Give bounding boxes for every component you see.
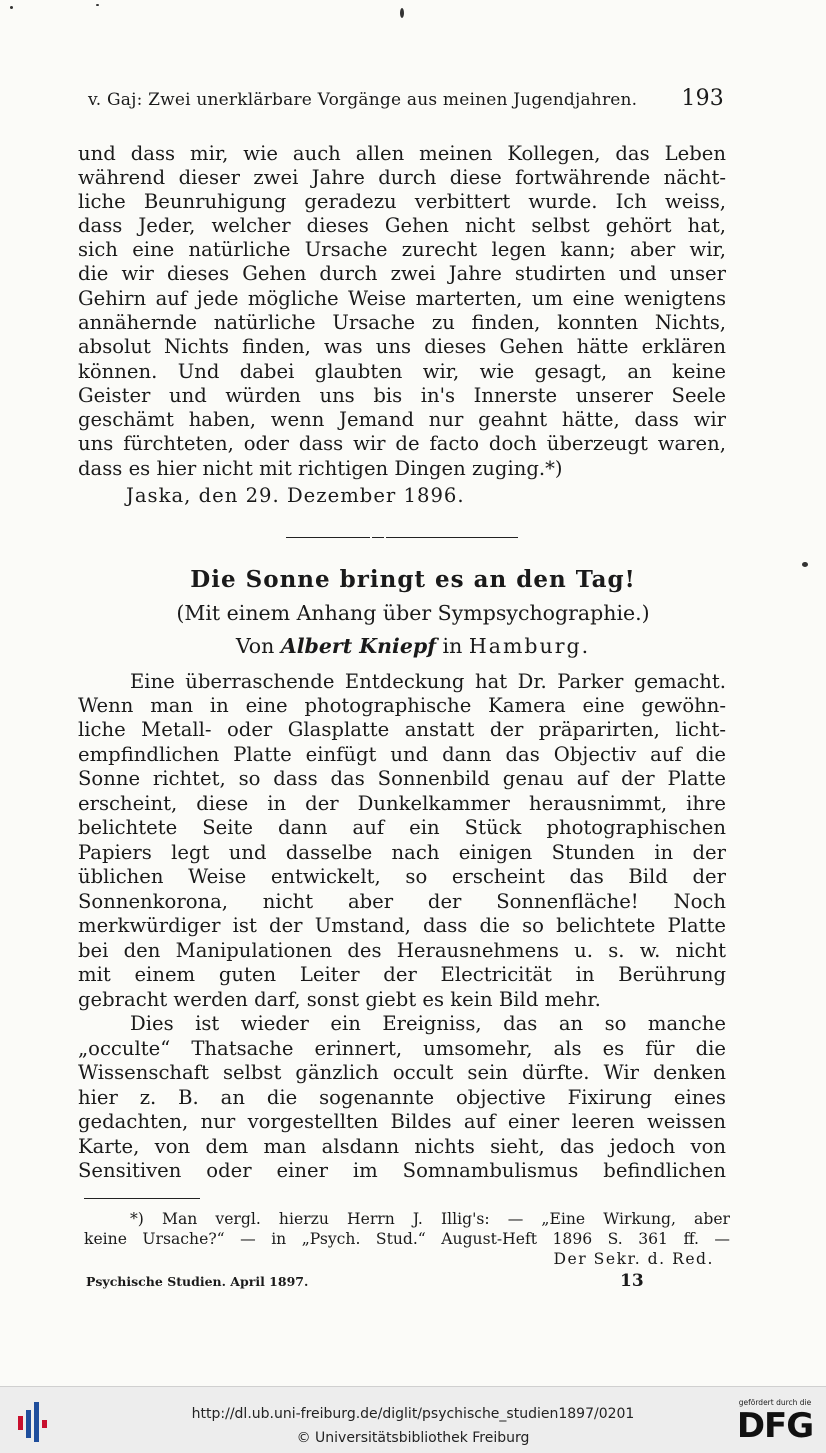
body-line: üblichen Weise entwickelt, so erscheint das Bild der <box>78 865 726 888</box>
body-line: hier z. B. an die sogenannte objective Fixirung eines <box>78 1086 726 1109</box>
body-line: dass Jeder, welcher dieses Gehen nicht selbst gehört hat, <box>78 214 726 237</box>
body-line: liche Metall- oder Glasplatte anstatt der präparirten, licht- <box>78 718 726 741</box>
body-line: belichtete Seite dann auf ein Stück photographischen <box>78 816 726 839</box>
byline-prefix: Von <box>235 634 275 658</box>
page-number: 193 <box>681 86 724 111</box>
running-head <box>88 86 724 111</box>
signature-mark: 13 <box>620 1271 644 1291</box>
body-line: bei den Manipulationen des Herausnehmens u. s. w. nicht <box>78 939 726 962</box>
journal-footer: Psychische Studien. April 1897. <box>86 1274 309 1289</box>
article-subtitle: (Mit einem Anhang über Sympsychographie.) <box>176 601 650 625</box>
letter-signature: Jaska, den 29. Dezember 1896. <box>126 484 465 507</box>
body-line: die wir dieses Gehen durch zwei Jahre studirten und unser <box>78 262 726 285</box>
body-line: gebracht werden darf, sonst giebt es kein Bild mehr. <box>78 988 601 1011</box>
body-line: können. Und dabei glaubten wir, wie gesagt, an keine <box>78 360 726 383</box>
body-line: Gehirn auf jede mögliche Weise marterten, um eine wenigtens <box>78 287 726 310</box>
body-line: Papiers legt und dasselbe nach einigen Stunden in der <box>78 841 726 864</box>
body-line: und dass mir, wie auch allen meinen Kollegen, das Leben <box>78 142 726 165</box>
scan-speck <box>400 8 404 18</box>
body-line: Geister und würden uns bis in's Innerste unserer Seele <box>78 384 726 407</box>
body-line: dass es hier nicht mit richtigen Dingen zuging.*) <box>78 457 563 480</box>
article-byline <box>0 634 826 658</box>
scan-speck <box>10 6 13 9</box>
body-line: geschämt haben, wenn Jemand nur geahnt hätte, dass wir <box>78 408 726 431</box>
section-divider <box>386 537 518 538</box>
body-line: gedachten, nur vorgestellten Bildes auf einer leeren weissen <box>78 1110 726 1133</box>
body-line: Sensitiven oder einer im Somnambulismus befindlichen <box>78 1159 726 1182</box>
footnote-line: *) Man vergl. hierzu Herrn J. Illig's: — „Eine Wirkung, aber <box>130 1210 730 1228</box>
body-line: Eine überraschende Entdeckung hat Dr. Parker gemacht. <box>130 670 726 693</box>
footnote-signature: Der Sekr. d. Red. <box>553 1250 714 1268</box>
body-line: „occulte“ Thatsache erinnert, umsomehr, als es für die <box>78 1037 726 1060</box>
author-name: Albert Kniepf <box>280 634 437 658</box>
permalink-url[interactable]: http://dl.ub.uni-freiburg.de/diglit/psychische_studien1897/0201 <box>191 1406 635 1422</box>
footnote-line: keine Ursache?“ — in „Psych. Stud.“ August-Heft 1896 S. 361 ff. — <box>84 1230 730 1248</box>
copyright-notice: © Universitätsbibliothek Freiburg <box>296 1430 530 1446</box>
body-line: Dies ist wieder ein Ereigniss, das an so manche <box>130 1012 726 1035</box>
scan-speck <box>96 4 99 6</box>
body-line: liche Beunruhigung geradezu verbittert wurde. Ich weiss, <box>78 190 726 213</box>
body-line: absolut Nichts finden, was uns dieses Gehen hätte erklären <box>78 335 726 358</box>
body-line: Wenn man in eine photographische Kamera eine gewöhn- <box>78 694 726 717</box>
running-head-text: v. Gaj: Zwei unerklärbare Vorgänge aus meinen Jugendjahren. <box>88 90 638 110</box>
body-line: merkwürdiger ist der Umstand, dass die so belichtete Platte <box>78 914 726 937</box>
body-line: mit einem guten Leiter der Electricität in Berührung <box>78 963 726 986</box>
body-line: uns fürchteten, oder dass wir de facto doch überzeugt waren, <box>78 432 726 455</box>
body-line: Karte, von dem man alsdann nichts sieht, das jedoch von <box>78 1135 726 1158</box>
article-title: Die Sonne bringt es an den Tag! <box>190 566 636 593</box>
body-line: annähernde natürliche Ursache zu finden, konnten Nichts, <box>78 311 726 334</box>
body-line: sich eine natürliche Ursache zurecht legen kann; aber wir, <box>78 238 726 261</box>
section-divider <box>372 537 384 538</box>
byline-in: in <box>442 634 463 658</box>
body-line: Sonnenkorona, nicht aber der Sonnenfläche! Noch <box>78 890 726 913</box>
section-divider <box>286 537 370 538</box>
footnote-rule <box>84 1198 200 1199</box>
body-line: während dieser zwei Jahre durch diese fortwährende nächt- <box>78 166 726 189</box>
body-line: Sonne richtet, so dass das Sonnenbild genau auf der Platte <box>78 767 726 790</box>
dfg-logo-text: DFG <box>736 1406 814 1446</box>
dfg-caption: gefördert durch die <box>738 1398 812 1407</box>
body-line: Wissenschaft selbst gänzlich occult sein dürfte. Wir denken <box>78 1061 726 1084</box>
author-city: Hamburg. <box>468 634 591 658</box>
body-line: empfindlichen Platte einfügt und dann das Objectiv auf die <box>78 743 726 766</box>
body-line: erscheint, diese in der Dunkelkammer herausnimmt, ihre <box>78 792 726 815</box>
dfg-logo <box>730 1398 820 1446</box>
